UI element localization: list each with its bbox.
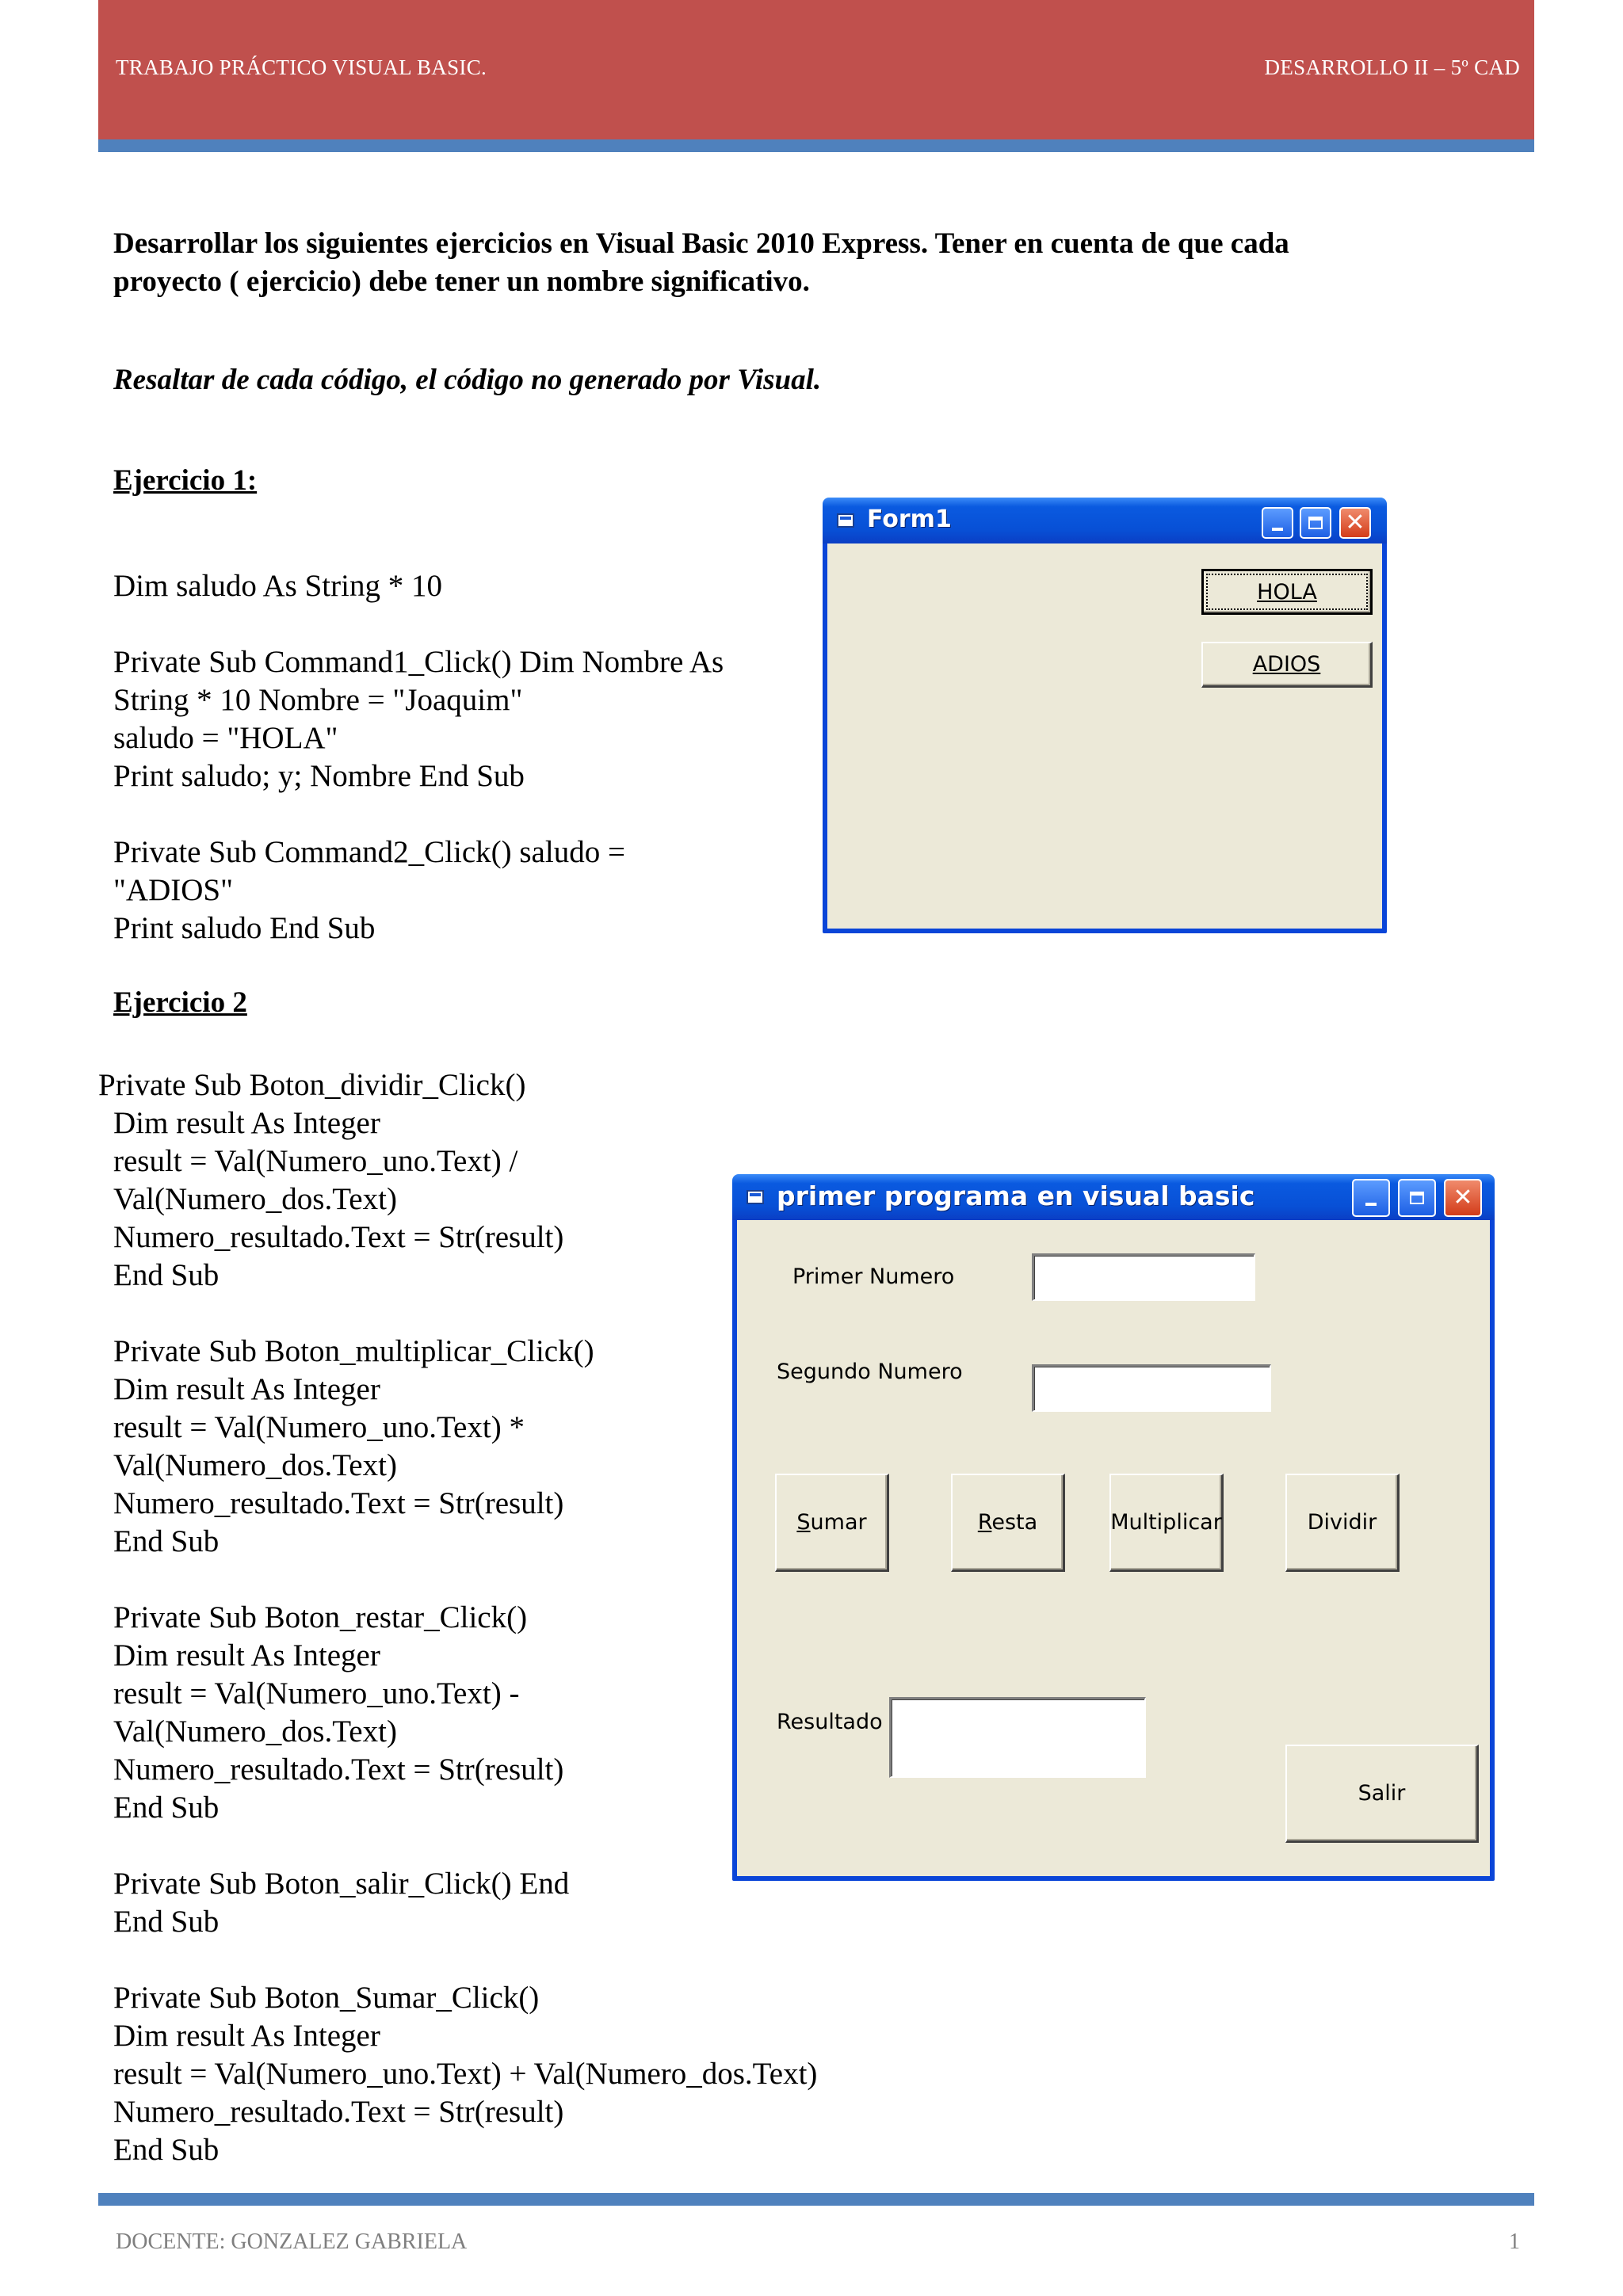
form1-titlebar — [823, 498, 1387, 543]
intro-line-1: Desarrollar los siguientes ejercicios en Visual Basic 2010 Express. Tener en cuenta de que cada — [113, 227, 1289, 260]
form1-window — [823, 498, 1387, 933]
adios-button[interactable] — [1201, 642, 1373, 688]
adios-button-label: ADIOS — [1252, 652, 1321, 677]
resta-button-label: Resta — [977, 1510, 1038, 1535]
ejercicio-2-code-first-line: Private Sub Boton_dividir_Click() — [98, 1068, 526, 1102]
ejercicio-2-heading: Ejercicio 2 — [113, 986, 247, 1019]
calculator-title: primer programa en visual basic — [777, 1180, 1255, 1211]
minimize-icon — [1365, 1190, 1377, 1206]
salir-button-label: Salir — [1358, 1781, 1406, 1806]
ejercicio-1-heading: Ejercicio 1: — [113, 464, 258, 497]
maximize-icon — [1410, 1192, 1424, 1204]
close-button[interactable] — [1444, 1179, 1482, 1217]
calculator-window — [732, 1174, 1495, 1881]
form-icon — [837, 513, 854, 528]
primer-numero-label: Primer Numero — [792, 1264, 955, 1289]
sumar-button[interactable] — [775, 1474, 889, 1572]
hola-button[interactable] — [1201, 569, 1373, 615]
salir-button[interactable] — [1285, 1745, 1479, 1843]
form-icon — [747, 1190, 764, 1204]
calculator-client-area — [737, 1220, 1490, 1876]
form1-title: Form1 — [867, 505, 952, 533]
note-text: Resaltar de cada código, el código no generado por Visual. — [113, 364, 822, 396]
close-button[interactable] — [1339, 507, 1371, 539]
primer-numero-input[interactable] — [1032, 1253, 1255, 1301]
header-right-text: DESARROLLO II – 5º CAD — [1264, 55, 1520, 79]
page-number: 1 — [1509, 2229, 1520, 2254]
header-left-text: TRABAJO PRÁCTICO VISUAL BASIC. — [116, 55, 487, 79]
intro-paragraph — [113, 225, 1540, 301]
segundo-numero-input[interactable] — [1032, 1364, 1271, 1412]
resultado-label: Resultado — [777, 1710, 883, 1734]
ejercicio-1-code: Dim saludo As String * 10 Private Sub Command1_Click() Dim Nombre As String * 10 Nombre = "Joaquim" saludo = "HOLA" Print saludo; y; Nombre End Sub Private Sub Command2_Click() saludo = "ADIOS" Print saludo End Sub — [113, 569, 724, 945]
maximize-icon — [1308, 517, 1323, 529]
multiplicar-button-label: Multiplicar — [1110, 1510, 1222, 1535]
segundo-numero-label: Segundo Numero — [777, 1360, 963, 1384]
dividir-button[interactable] — [1285, 1474, 1400, 1572]
resultado-output[interactable] — [889, 1697, 1146, 1778]
form1-client-area — [827, 543, 1382, 929]
footer-teacher: DOCENTE: GONZALEZ GABRIELA — [116, 2229, 468, 2254]
resta-button[interactable] — [951, 1474, 1065, 1572]
dividir-button-label: Dividir — [1307, 1510, 1377, 1535]
maximize-button[interactable] — [1398, 1179, 1436, 1217]
minimize-icon — [1272, 515, 1283, 531]
hola-button-label: HOLA — [1257, 579, 1317, 605]
close-icon: ✕ — [1453, 1184, 1473, 1211]
minimize-button[interactable] — [1352, 1179, 1390, 1217]
calculator-titlebar — [732, 1174, 1495, 1220]
intro-line-2: proyecto ( ejercicio) debe tener un nombre significativo. — [113, 265, 810, 298]
maximize-button[interactable] — [1300, 507, 1331, 539]
sumar-button-label: Sumar — [796, 1510, 867, 1535]
close-icon: ✕ — [1345, 509, 1365, 536]
ejercicio-2-code: Dim result As Integer result = Val(Numero_uno.Text) / Val(Numero_dos.Text) Numero_resultado.Text = Str(result) End Sub Private Sub Boton_multiplicar_Click() Dim result As Integer result = Val(Numero_uno.Text) * Val(Numero_dos.Text) Numero_resultado.Text = Str(result) End Sub Private Sub Boton_restar_Click() Dim result As Integer result = Val(Numero_uno.Text) - Val(Numero_dos.Text) Numero_resultado.Text = Str(result) End Sub Private Sub Boton_salir_Click() End End Sub Private Sub Boton_Sumar_Click() Dim result As Integer result = Val(Numero_uno.Text) + Val(Numero_dos.Text) Numero_resultado.Text = Str(result) End Sub — [113, 1106, 818, 2167]
minimize-button[interactable] — [1262, 507, 1293, 539]
multiplicar-button[interactable] — [1109, 1474, 1224, 1572]
header-rule — [98, 139, 1534, 152]
footer-rule — [98, 2193, 1534, 2206]
